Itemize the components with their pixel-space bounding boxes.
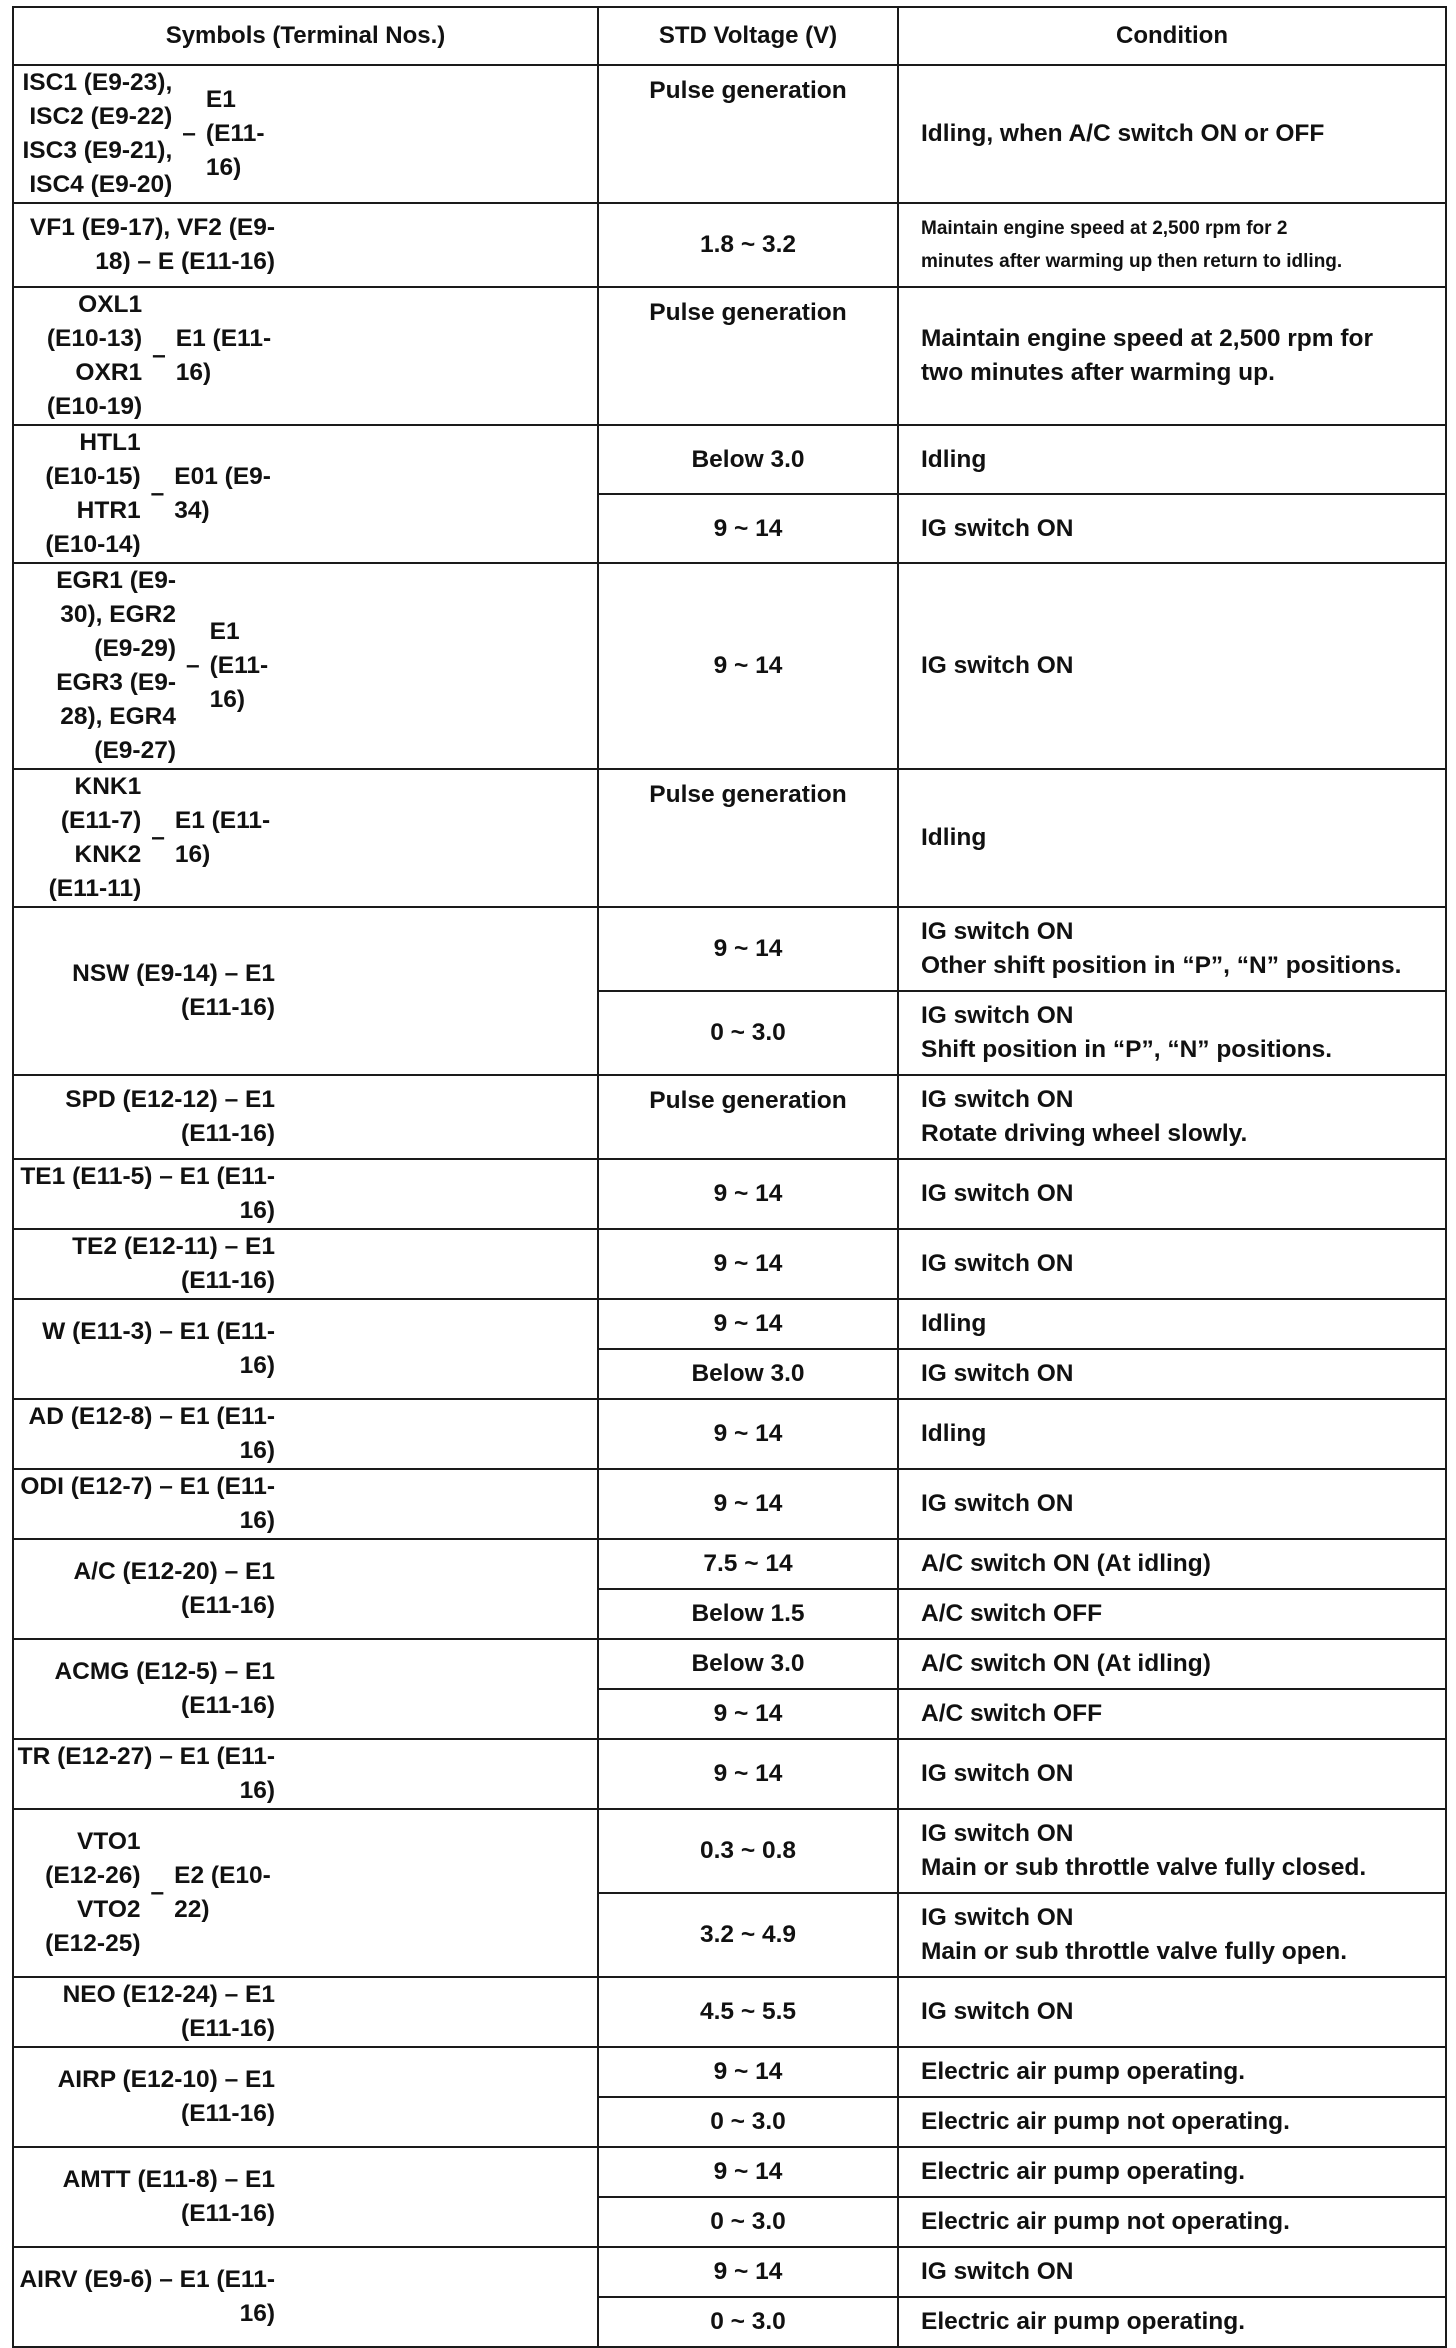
symbol-group [14, 426, 597, 562]
voltage-cell: 9 ~ 14 [598, 1159, 898, 1229]
header-symbols: Symbols (Terminal Nos.) [13, 7, 598, 65]
symbol-cell [13, 287, 598, 425]
table-row [13, 1399, 1446, 1469]
header-voltage: STD Voltage (V) [598, 7, 898, 65]
terminal-voltage-table [12, 6, 1447, 2348]
table-row [13, 2147, 1446, 2197]
voltage-cell: Below 3.0 [598, 1349, 898, 1399]
table-row [13, 1809, 1446, 1893]
symbol-line: VTO1 (E12-26) [45, 1828, 141, 1889]
voltage-cell: 1.8 ~ 3.2 [598, 203, 898, 287]
symbol-ground: E1 (E11-16) [174, 807, 271, 868]
symbol-cell [13, 425, 598, 563]
condition-line: Other shift position in “P”, “N” positions. [921, 952, 1402, 979]
condition-cell [898, 1893, 1446, 1977]
condition-line: Maintain engine speed at 2,500 rpm for [921, 325, 1374, 352]
symbol-line: VTO2 (E12-25) [45, 1896, 141, 1957]
table-row [13, 1159, 1446, 1229]
symbol-line: KNK2 (E11-11) [48, 841, 142, 902]
condition-cell: Electric air pump operating. [898, 2047, 1446, 2097]
condition-line: IG switch ON [921, 1086, 1074, 1113]
symbol-lines [14, 426, 141, 562]
voltage-cell: 9 ~ 14 [598, 1229, 898, 1299]
symbol-cell [13, 769, 598, 907]
condition-cell: Idling, when A/C switch ON or OFF [898, 65, 1446, 203]
voltage-cell: Pulse generation [598, 287, 898, 425]
table-row [13, 65, 1446, 203]
symbol-lines [14, 288, 142, 424]
symbol-cell: NEO (E12-24) – E1 (E11-16) [13, 1977, 598, 2047]
voltage-cell: 9 ~ 14 [598, 1299, 898, 1349]
symbol-cell: TE1 (E11-5) – E1 (E11-16) [13, 1159, 598, 1229]
table-row [13, 769, 1446, 907]
symbol-cell: ACMG (E12-5) – E1 (E11-16) [13, 1639, 598, 1739]
symbol-line: EGR3 (E9-28), EGR4 (E9-27) [56, 669, 176, 764]
condition-cell: Idling [898, 769, 1446, 907]
symbol-cell: AIRP (E12-10) – E1 (E11-16) [13, 2047, 598, 2147]
symbol-cell [13, 65, 598, 203]
condition-cell [898, 991, 1446, 1075]
symbol-lines [14, 564, 176, 768]
symbol-line: OXR1 (E10-19) [46, 359, 143, 420]
condition-cell: Electric air pump not operating. [898, 2097, 1446, 2147]
voltage-cell: 7.5 ~ 14 [598, 1539, 898, 1589]
voltage-cell: 9 ~ 14 [598, 494, 898, 563]
symbol-cell: AIRV (E9-6) – E1 (E11-16) [13, 2247, 598, 2347]
table-row [13, 1977, 1446, 2047]
symbol-dash: – [186, 652, 200, 679]
condition-line: Shift position in “P”, “N” positions. [921, 1036, 1333, 1063]
symbol-group [14, 66, 597, 202]
voltage-cell: 9 ~ 14 [598, 907, 898, 991]
condition-line: Main or sub throttle valve fully open. [921, 1938, 1348, 1965]
symbol-dash: – [150, 480, 165, 507]
condition-cell: IG switch ON [898, 1229, 1446, 1299]
voltage-cell: 0 ~ 3.0 [598, 2297, 898, 2347]
condition-cell: IG switch ON [898, 2247, 1446, 2297]
condition-cell [898, 1809, 1446, 1893]
table-row [13, 907, 1446, 991]
voltage-cell: Below 3.0 [598, 1639, 898, 1689]
table-row [13, 287, 1446, 425]
symbol-ground: E1 (E11-16) [209, 618, 269, 713]
voltage-cell: 3.2 ~ 4.9 [598, 1893, 898, 1977]
table-row [13, 203, 1446, 287]
table-row [13, 1229, 1446, 1299]
symbol-cell: VF1 (E9-17), VF2 (E9-18) – E (E11-16) [13, 203, 598, 287]
symbol-ground: E1 (E11-16) [205, 86, 265, 181]
condition-line: minutes after warming up then return to idling. [921, 251, 1343, 272]
symbol-group [14, 1825, 597, 1961]
header-condition: Condition [898, 7, 1446, 65]
symbol-group [14, 288, 597, 424]
symbol-cell: TE2 (E12-11) – E1 (E11-16) [13, 1229, 598, 1299]
voltage-cell: Pulse generation [598, 1075, 898, 1159]
condition-line: Rotate driving wheel slowly. [921, 1120, 1248, 1147]
condition-line: Main or sub throttle valve fully closed. [921, 1854, 1367, 1881]
symbol-cell: AD (E12-8) – E1 (E11-16) [13, 1399, 598, 1469]
table-row [13, 1299, 1446, 1349]
voltage-cell: 9 ~ 14 [598, 563, 898, 769]
voltage-cell: Pulse generation [598, 769, 898, 907]
condition-cell: Electric air pump operating. [898, 2297, 1446, 2347]
table-row [13, 1469, 1446, 1539]
condition-line: IG switch ON [921, 1820, 1074, 1847]
symbol-group [14, 770, 597, 906]
symbol-cell: W (E11-3) – E1 (E11-16) [13, 1299, 598, 1399]
symbol-dash: – [182, 120, 196, 147]
condition-cell: A/C switch ON (At idling) [898, 1639, 1446, 1689]
symbol-cell [13, 563, 598, 769]
voltage-cell: 0.3 ~ 0.8 [598, 1809, 898, 1893]
condition-cell: Electric air pump not operating. [898, 2197, 1446, 2247]
table-row [13, 425, 1446, 494]
table-row [13, 1739, 1446, 1809]
table-body [13, 65, 1446, 2347]
symbol-cell: A/C (E12-20) – E1 (E11-16) [13, 1539, 598, 1639]
voltage-cell: Below 3.0 [598, 425, 898, 494]
condition-line: two minutes after warming up. [921, 359, 1275, 386]
condition-cell: A/C switch OFF [898, 1589, 1446, 1639]
condition-cell: Idling [898, 1399, 1446, 1469]
voltage-cell: 9 ~ 14 [598, 1399, 898, 1469]
symbol-lines [14, 1825, 141, 1961]
table-row [13, 1639, 1446, 1689]
voltage-cell: 9 ~ 14 [598, 1739, 898, 1809]
symbol-cell: AMTT (E11-8) – E1 (E11-16) [13, 2147, 598, 2247]
symbol-line: OXL1 (E10-13) [46, 291, 143, 352]
condition-cell: IG switch ON [898, 563, 1446, 769]
condition-cell [898, 907, 1446, 991]
symbol-line: KNK1 (E11-7) [60, 773, 142, 834]
table-row [13, 1539, 1446, 1589]
voltage-cell: 0 ~ 3.0 [598, 991, 898, 1075]
symbol-line: ISC3 (E9-21), ISC4 (E9-20) [22, 137, 173, 198]
condition-cell: A/C switch OFF [898, 1689, 1446, 1739]
condition-cell: IG switch ON [898, 1349, 1446, 1399]
symbol-cell: NSW (E9-14) – E1 (E11-16) [13, 907, 598, 1075]
condition-cell: Idling [898, 425, 1446, 494]
symbol-lines [14, 770, 141, 906]
condition-line: Maintain engine speed at 2,500 rpm for 2 [921, 218, 1288, 239]
symbol-ground: E1 (E11-16) [175, 325, 272, 386]
symbol-lines [14, 66, 172, 202]
voltage-cell: 9 ~ 14 [598, 2047, 898, 2097]
table-row [13, 563, 1446, 769]
voltage-cell: 9 ~ 14 [598, 2247, 898, 2297]
symbol-ground: E2 (E10-22) [174, 1862, 271, 1923]
voltage-cell: 9 ~ 14 [598, 1469, 898, 1539]
condition-line: IG switch ON [921, 918, 1074, 945]
symbol-line: EGR1 (E9-30), EGR2 (E9-29) [56, 567, 176, 662]
symbol-cell: TR (E12-27) – E1 (E11-16) [13, 1739, 598, 1809]
symbol-cell [13, 1809, 598, 1977]
condition-cell [898, 287, 1446, 425]
voltage-cell: 4.5 ~ 5.5 [598, 1977, 898, 2047]
condition-line: IG switch ON [921, 1904, 1074, 1931]
symbol-ground: E01 (E9-34) [174, 463, 271, 524]
symbol-dash: – [152, 342, 166, 369]
voltage-cell: 0 ~ 3.0 [598, 2197, 898, 2247]
condition-cell: IG switch ON [898, 494, 1446, 563]
condition-cell: IG switch ON [898, 1739, 1446, 1809]
symbol-dash: – [151, 824, 165, 851]
condition-cell: IG switch ON [898, 1159, 1446, 1229]
condition-cell [898, 1075, 1446, 1159]
table-row [13, 2047, 1446, 2097]
voltage-cell: 0 ~ 3.0 [598, 2097, 898, 2147]
symbol-line: HTL1 (E10-15) [45, 429, 141, 490]
table-row [13, 2247, 1446, 2297]
condition-cell: Electric air pump operating. [898, 2147, 1446, 2197]
symbol-line: ISC1 (E9-23), ISC2 (E9-22) [22, 69, 173, 130]
condition-cell: IG switch ON [898, 1469, 1446, 1539]
symbol-group [14, 564, 597, 768]
voltage-cell: Below 1.5 [598, 1589, 898, 1639]
voltage-cell: 9 ~ 14 [598, 2147, 898, 2197]
table-row [13, 1075, 1446, 1159]
voltage-cell: 9 ~ 14 [598, 1689, 898, 1739]
symbol-cell: ODI (E12-7) – E1 (E11-16) [13, 1469, 598, 1539]
condition-cell: Idling [898, 1299, 1446, 1349]
symbol-line: HTR1 (E10-14) [45, 497, 141, 558]
condition-cell: IG switch ON [898, 1977, 1446, 2047]
condition-line: IG switch ON [921, 1002, 1074, 1029]
symbol-dash: – [150, 1879, 165, 1906]
symbol-cell: SPD (E12-12) – E1 (E11-16) [13, 1075, 598, 1159]
condition-cell: A/C switch ON (At idling) [898, 1539, 1446, 1589]
condition-cell [898, 203, 1446, 287]
voltage-cell: Pulse generation [598, 65, 898, 203]
